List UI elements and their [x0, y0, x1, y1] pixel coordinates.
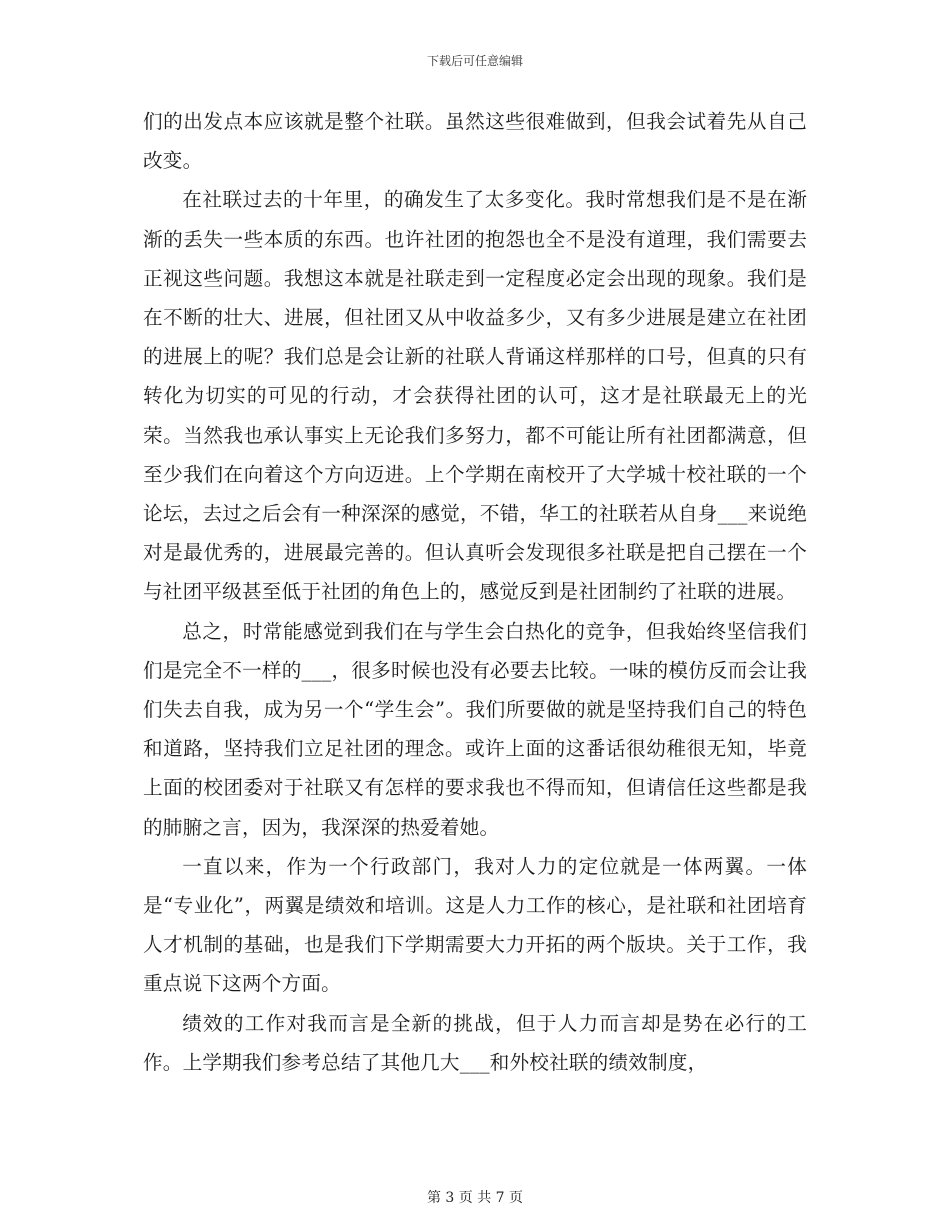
paragraph: 一直以来，作为一个行政部门，我对人力的定位就是一体两翼。一体是“专业化”，两翼是绩效和培训。这是人力工作的核心，是社联和社团培育人才机制的基础，也是我们下学期需要大力开拓的两个版块。关于工作，我重点说下这两个方面。	[143, 854, 807, 996]
paragraph: 绩效的工作对我而言是全新的挑战，但于人力而言却是势在必行的工作。上学期我们参考总结了其他几大___和外校社联的绩效制度，	[143, 1011, 807, 1074]
page-footer: 第 3 页 共 7 页	[426, 1190, 524, 1206]
document-body	[143, 102, 807, 1082]
paragraph: 总之，时常能感觉到我们在与学生会白热化的竞争，但我始终坚信我们们是完全不一样的___，很多时候也没有必要去比较。一味的模仿反而会让我们失去自我，成为另一个“学生会”。我们所要做的就是坚持我们自己的特色和道路，坚持我们立足社团的理念。或许上面的这番话很幼稚很无知，毕竟上面的校团委对于社联又有怎样的要求我也不得而知，但请信任这些都是我的肺腑之言，因为，我深深的热爱着她。	[143, 619, 807, 839]
paragraph-continuation: 们的出发点本应该就是整个社联。虽然这些很难做到，但我会试着先从自己改变。	[143, 110, 807, 173]
paragraph: 在社联过去的十年里，的确发生了太多变化。我时常想我们是不是在渐渐的丢失一些本质的东西。也许社团的抱怨也全不是没有道理，我们需要去正视这些问题。我想这本就是社联走到一定程度必定会出现的现象。我们是在不断的壮大、进展，但社团又从中收益多少，又有多少进展是建立在社团的进展上的呢？我们总是会让新的社联人背诵这样那样的口号，但真的只有转化为切实的可见的行动，才会获得社团的认可，这才是社联最无上的光荣。当然我也承认事实上无论我们多努力，都不可能让所有社团都满意，但至少我们在向着这个方向迈进。上个学期在南校开了大学城十校社联的一个论坛，去过之后会有一种深深的感觉，不错，华工的社联若从自身___来说绝对是最优秀的，进展最完善的。但认真听会发现很多社联是把自己摆在一个与社团平级甚至低于社团的角色上的，感觉反到是社团制约了社联的进展。	[143, 188, 807, 604]
page-header: 下载后可任意编辑	[426, 54, 523, 68]
